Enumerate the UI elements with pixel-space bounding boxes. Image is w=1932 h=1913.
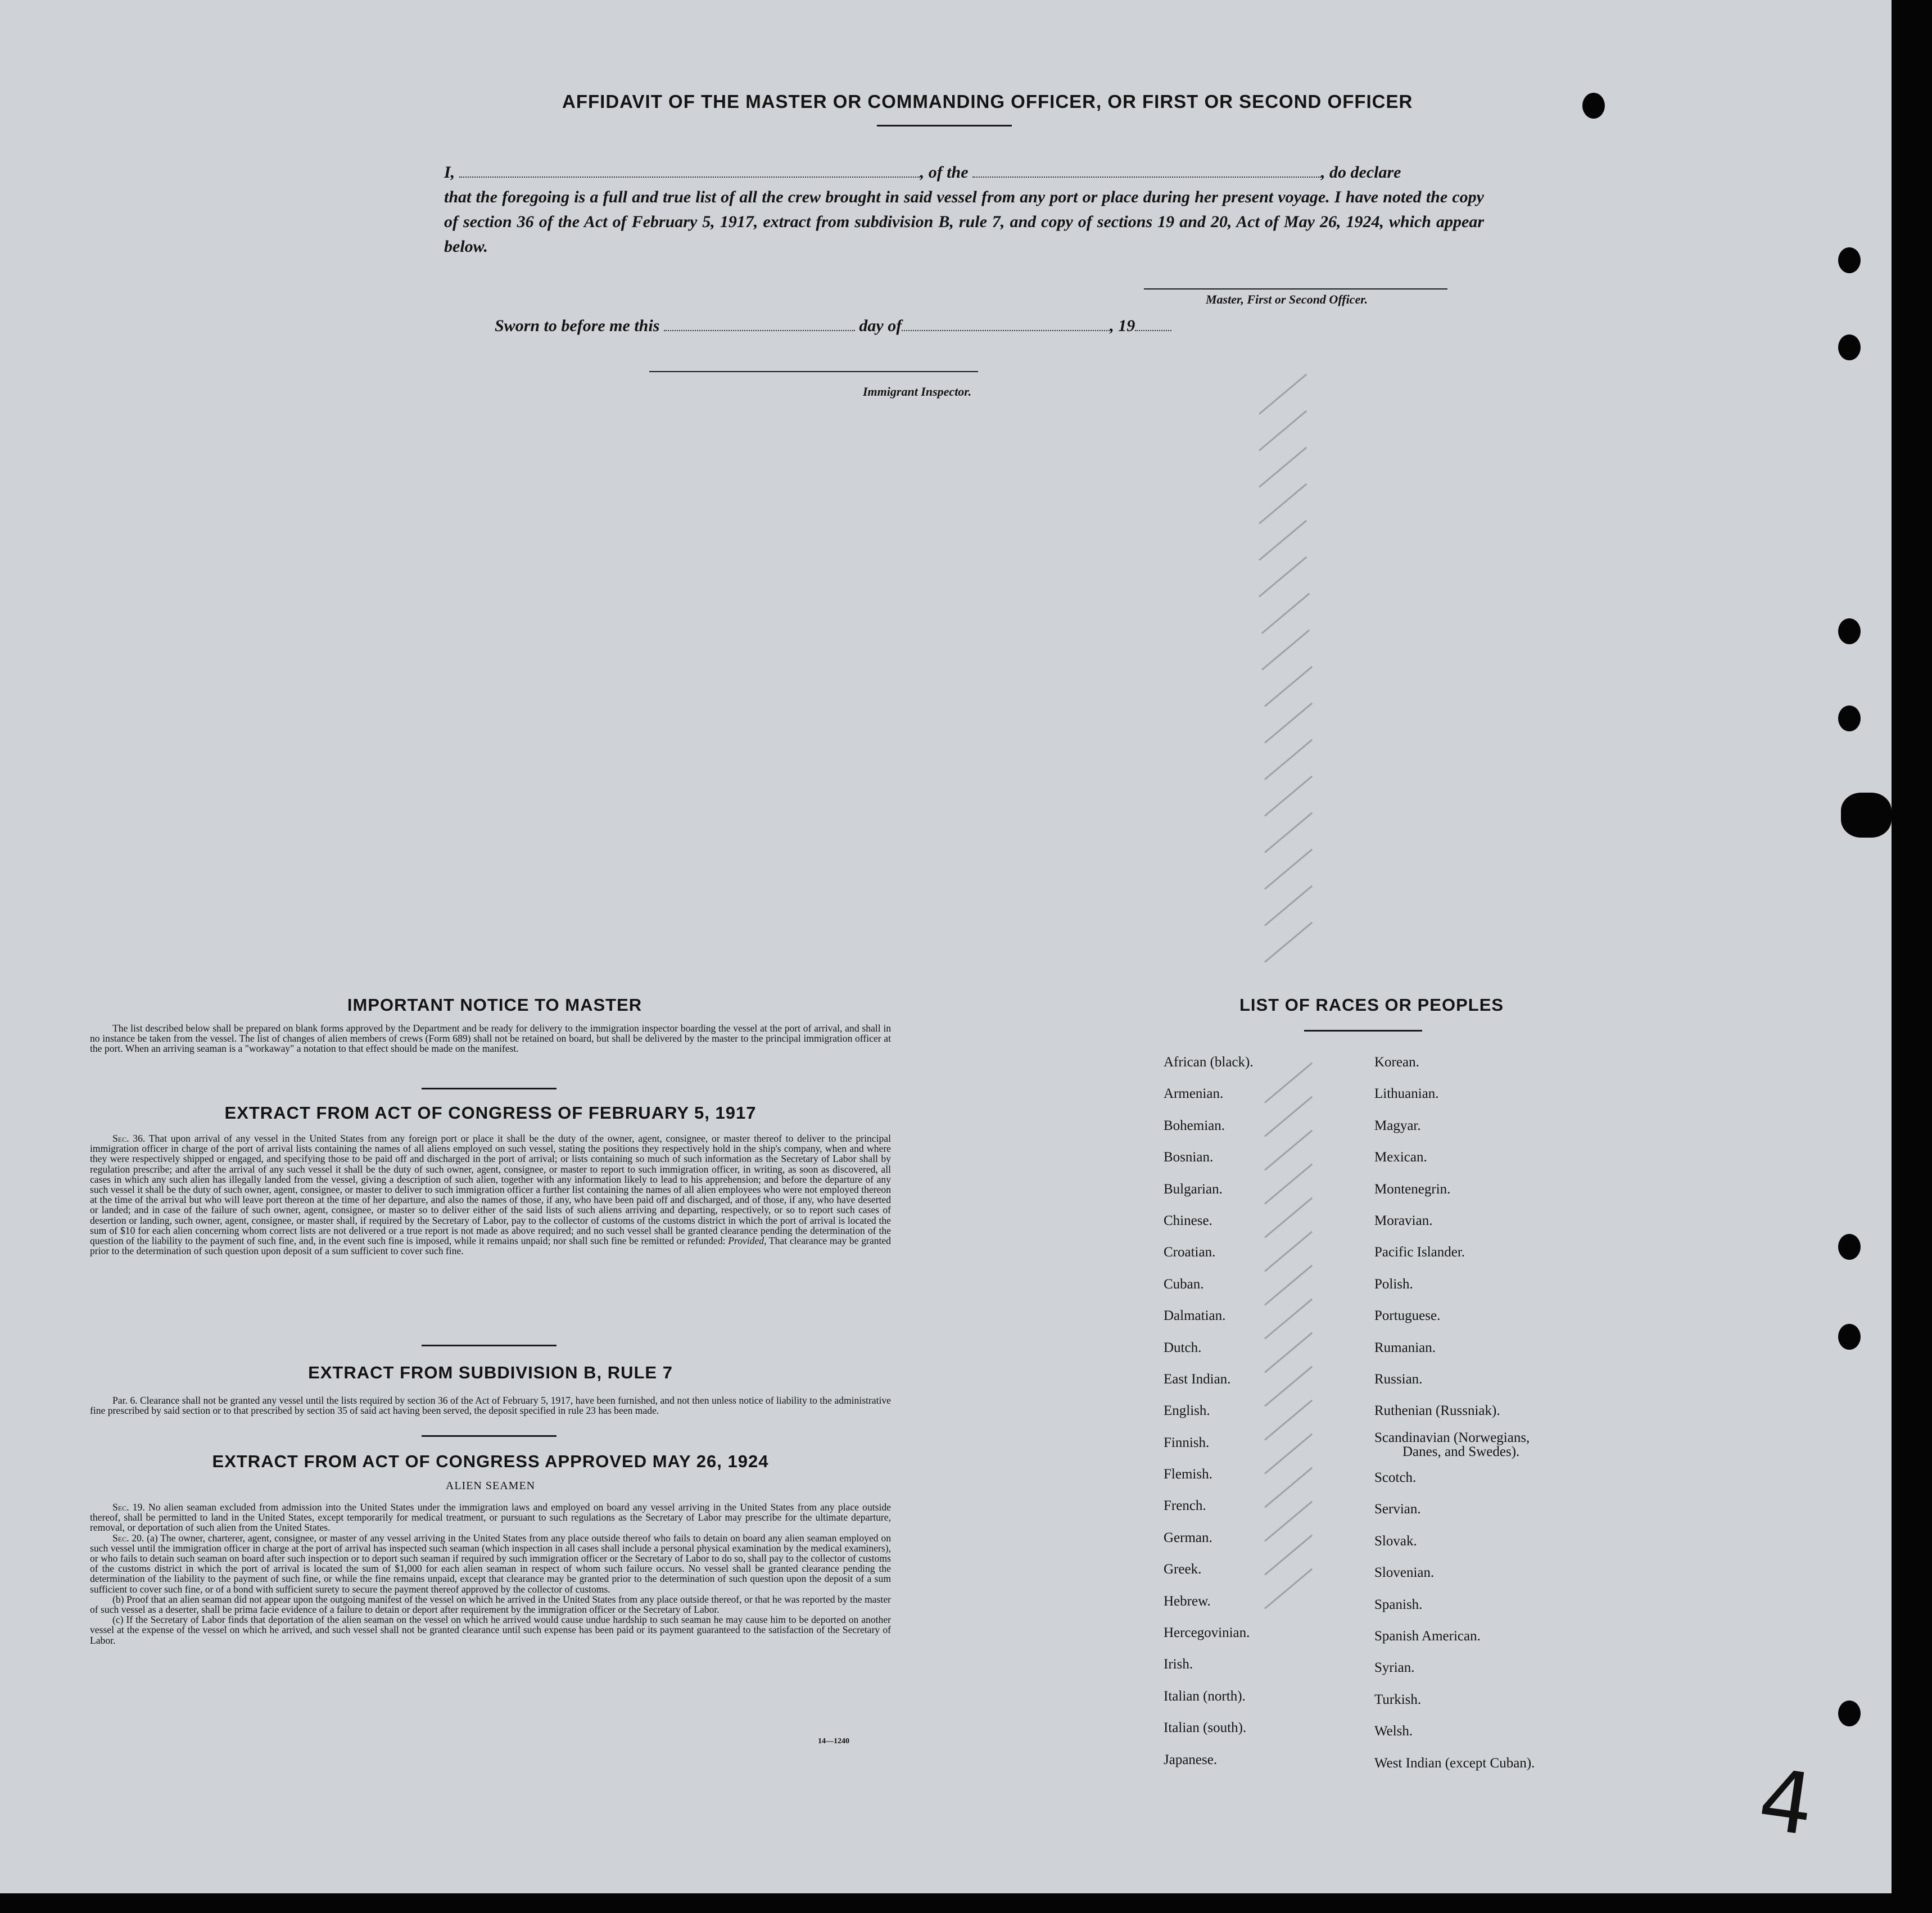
punch-hole <box>1582 93 1605 119</box>
sworn-month-field[interactable] <box>902 319 1110 331</box>
race-item: Slovenian. <box>1374 1565 1435 1581</box>
race-item: Japanese. <box>1164 1752 1218 1767</box>
race-item: Bohemian. <box>1164 1118 1225 1133</box>
notice-text: The list described below shall be prepared on blank forms approved by the Department and be ready for delivery to the immigration inspector boarding the vessel at the port of arrival, and shall in no instance be taken from the vessel. The list of changes of alien members of crews (Form 689) shall not be retained on board, but shall be delivered by the master to the principal immigration officer at the port. When an arriving seaman is a "workaway" a notation to that effect should be made on the manifest. <box>90 1023 891 1055</box>
race-item: Mexican. <box>1374 1150 1427 1165</box>
sworn-text-a: Sworn to before me this <box>495 316 660 335</box>
divider <box>877 125 1012 126</box>
race-item: Scotch. <box>1374 1470 1417 1486</box>
divider <box>422 1088 556 1089</box>
race-item: East Indian. <box>1164 1371 1231 1387</box>
sec-36-text: That upon arrival of any vessel in the United States from any foreign port or place it shall be the duty of the owner, agent, consignee, or master thereof to deliver to the principal immigration officer in charge of the port of arrival lists containing the names of all aliens employed on such vessel, stating the positions they respectively hold in the ship's company, when and where they were respectively shipped or engaged, and specifying those to be paid off and discharged in the port of arrival; or lists containing so much of such information as the Secretary of Labor shall by regulation prescribe; and after the arrival of any such vessel it shall be the duty of such owner, agent, consignee, or master to report to such immigration officer, in writing, as soon as discovered, all cases in which any such alien has illegally landed from the vessel, giving a description of such alien, together with any information likely to lead to his apprehension; and before the departure of any such vessel it shall be the duty of such owner, agent, consignee, or master to deliver to such immigration officer a further list containing the names of all alien employees who were not employed thereon at the time of the arrival but who will leave port thereon at the time of her departure, and also the names of those, if any, who have been paid off and discharged, and of those, if any, who have deserted or landed; and in case of the failure of such owner, agent, consignee, or master so to deliver either of the said lists of such aliens arriving and departing, respectively, or so to report such cases of desertion or landing, such owner, agent, consignee, or master shall, if required by the Secretary of Labor, pay to the collector of customs of the customs district in which the port of arrival is located the sum of $10 for each alien concerning whom correct lists are not delivered or a true report is not made as above required; and no such vessel shall be granted clearance pending the determination of the question of the liability to the payment of such fine, and, in the event such fine is imposed, while it remains unpaid; nor shall such fine be remitted or refunded: <box>90 1133 891 1247</box>
handwritten-page-number: 4 <box>1753 1751 1820 1855</box>
race-item: Korean. <box>1374 1055 1419 1070</box>
race-item: Turkish. <box>1374 1692 1422 1707</box>
form-number: 14—1240 <box>818 1737 849 1745</box>
race-item: Spanish American. <box>1374 1629 1481 1644</box>
race-item: French. <box>1164 1498 1206 1514</box>
race-item: Servian. <box>1374 1502 1421 1517</box>
race-item: Syrian. <box>1374 1660 1415 1676</box>
sec-19-text: No alien seaman excluded from admission into the United States under the immigration laws and employed on board any vessel arriving in the United States from any place outside thereof, shall be permitted to land in the United States, except temporarily for medical treatment, or pursuant to such regulations as the Secretary of Labor may prescribe for the ultimate departure, removal, or deportation of such alien from the United States. <box>90 1502 891 1534</box>
race-item: Spanish. <box>1374 1597 1423 1612</box>
punch-hole <box>1838 705 1861 731</box>
race-item: Finnish. <box>1164 1435 1210 1450</box>
race-item: Rumanian. <box>1374 1340 1436 1355</box>
divider <box>422 1435 556 1437</box>
race-item: Slovak. <box>1374 1533 1417 1549</box>
race-item-line2: Danes, and Swedes). <box>1402 1444 1520 1459</box>
punch-hole <box>1838 1234 1861 1260</box>
race-item: Armenian. <box>1164 1086 1224 1102</box>
race-item: Lithuanian. <box>1374 1086 1439 1102</box>
race-item: Pacific Islander. <box>1374 1245 1465 1260</box>
inspector-caption: Immigrant Inspector. <box>863 385 972 399</box>
race-item: Hercegovinian. <box>1164 1625 1250 1641</box>
extract-1924-text <box>90 1502 891 1645</box>
race-item: Greek. <box>1164 1562 1202 1577</box>
race-item: Russian. <box>1374 1371 1423 1387</box>
proviso-label: Provided, <box>728 1235 767 1247</box>
race-item: Ruthenian (Russniak). <box>1374 1403 1500 1419</box>
extract-1924-title: EXTRACT FROM ACT OF CONGRESS APPROVED MAY 26, 1924 <box>212 1451 769 1471</box>
race-item: Croatian. <box>1164 1245 1216 1260</box>
master-caption: Master, First or Second Officer. <box>1206 292 1368 306</box>
race-item: Hebrew. <box>1164 1593 1211 1609</box>
affidavit-i: I, <box>444 163 455 182</box>
race-item: German. <box>1164 1530 1212 1545</box>
rule7-title: EXTRACT FROM SUBDIVISION B, RULE 7 <box>308 1363 673 1382</box>
race-item-line1: Scandinavian (Norwegians, <box>1374 1430 1530 1445</box>
vessel-field[interactable] <box>972 165 1321 178</box>
race-item-scandinavian <box>1374 1427 1535 1462</box>
punch-hole <box>1838 334 1861 360</box>
race-item: Chinese. <box>1164 1213 1212 1228</box>
race-item: African (black). <box>1164 1055 1254 1070</box>
sworn-text-c: , 19 <box>1110 316 1135 335</box>
sworn-text-b: day of <box>859 316 902 335</box>
race-item: Italian (north). <box>1164 1688 1246 1704</box>
affidavit-body: that the foregoing is a full and true list of all the crew brought in said vessel from any port or place during her present voyage. I have noted the copy of section 36 of the Act of February 5, 1917, extract from subdivision B, rule 7, and copy of sections 19 and 20, Act of May 26, 1924, which appear below. <box>444 188 1484 256</box>
sec-20-label: Sec. 20. <box>112 1532 144 1544</box>
sworn-day-field[interactable] <box>664 319 855 331</box>
sworn-year-field[interactable] <box>1135 319 1171 331</box>
sec-20a-text: (a) The owner, charterer, agent, consignee, or master of any vessel arriving in the United States from any place outside thereof who fails to detain on board any alien seaman employed on such vessel until the immigration officer in charge at the port of arrival has inspected such seaman (which inspection in all cases shall include a personal physical examination by the medical examiners), or who fails to detain such seaman on board after such inspection or to deport such seaman if required by such immigration officer or the Secretary of Labor to do so, shall pay to the collector of customs of the customs district in which the port of arrival is located the sum of $1,000 for each alien seaman in respect of whom such failure occurs. No vessel shall be granted clearance pending the determination of the liability to the payment of such fine, or while the fine remains unpaid, except that clearance may be granted prior to the determination of such question upon the deposit of a sum sufficient to cover such fine, or of a bond with sufficient surety to secure the payment thereof approved by the collector of customs. <box>90 1532 891 1595</box>
sec-20b-text: (b) Proof that an alien seaman did not appear upon the outgoing manifest of the vessel on which he arrived in the United States from any place outside thereof, or that he was reported by the master of such vessel as a deserter, shall be prima facie evidence of a failure to detain or deport after requirement by the immigration officer or the Secretary of Labor. <box>90 1593 891 1616</box>
race-item: Montenegrin. <box>1374 1181 1451 1197</box>
affidavit-of-the: , of the <box>920 163 969 182</box>
punch-hole <box>1838 1701 1861 1726</box>
races-right-column <box>1374 1047 1535 1779</box>
divider <box>422 1345 556 1346</box>
extract-1917-text <box>90 1133 891 1256</box>
race-item: Dalmatian. <box>1164 1308 1226 1324</box>
race-item: Portuguese. <box>1374 1308 1441 1324</box>
races-title: LIST OF RACES OR PEOPLES <box>1239 995 1504 1015</box>
sec-19-label: Sec. 19. <box>112 1502 145 1513</box>
race-item: Dutch. <box>1164 1340 1202 1355</box>
race-item: Italian (south). <box>1164 1720 1247 1736</box>
inspector-signature-line[interactable] <box>649 371 978 372</box>
race-item: Flemish. <box>1164 1467 1212 1482</box>
extract-1917-title: EXTRACT FROM ACT OF CONGRESS OF FEBRUARY 5, 1917 <box>224 1103 757 1123</box>
race-item: Bulgarian. <box>1164 1181 1223 1197</box>
affidavit-do-declare: , do declare <box>1321 163 1401 182</box>
affidavit-title: AFFIDAVIT OF THE MASTER OR COMMANDING OFFICER, OR FIRST OR SECOND OFFICER <box>562 91 1413 112</box>
race-item: Magyar. <box>1374 1118 1421 1133</box>
rule7-text: Par. 6. Clearance shall not be granted any vessel until the lists required by section 36 of the Act of February 5, 1917, have been furnished, and not then unless notice of liability to the administrative fine prescribed by said section or to that prescribed by section 35 of said act having been served, the deposit specified in rule 23 has been made. <box>90 1395 891 1417</box>
race-item: Moravian. <box>1374 1213 1433 1228</box>
race-item: Polish. <box>1374 1276 1413 1292</box>
race-item: Irish. <box>1164 1657 1193 1672</box>
race-item: Welsh. <box>1374 1724 1413 1739</box>
punch-hole <box>1841 793 1892 838</box>
master-signature-line[interactable] <box>1144 288 1447 290</box>
race-item: Cuban. <box>1164 1276 1204 1292</box>
notice-title: IMPORTANT NOTICE TO MASTER <box>347 995 643 1015</box>
punch-hole <box>1838 1324 1861 1350</box>
sec-20c-text: (c) If the Secretary of Labor finds that deportation of the alien seaman on the vessel on which he arrived would cause undue hardship to such seaman he may cause him to be deported on another vessel at the expense of the vessel on which he arrived, and such vessel shall not be granted clearance until such expense has been paid or its payment guaranteed to the satisfaction of the Secretary of Labor. <box>90 1614 891 1646</box>
name-field[interactable] <box>459 165 920 178</box>
punch-hole <box>1838 247 1861 273</box>
race-item: English. <box>1164 1403 1210 1419</box>
sec-36-label: Sec. 36. <box>112 1133 146 1144</box>
proviso-text: That clearance may be granted prior to the determination of such question upon deposit of a sum sufficient to cover such fine. <box>90 1235 891 1257</box>
races-left-column <box>1164 1047 1254 1776</box>
punch-hole <box>1838 618 1861 644</box>
divider <box>1304 1030 1422 1032</box>
race-item: West Indian (except Cuban). <box>1374 1755 1535 1771</box>
sworn-line <box>495 316 1171 336</box>
affidavit-text <box>444 160 1484 259</box>
race-item: Bosnian. <box>1164 1150 1214 1165</box>
alien-seamen-subtitle: ALIEN SEAMEN <box>445 1480 536 1492</box>
